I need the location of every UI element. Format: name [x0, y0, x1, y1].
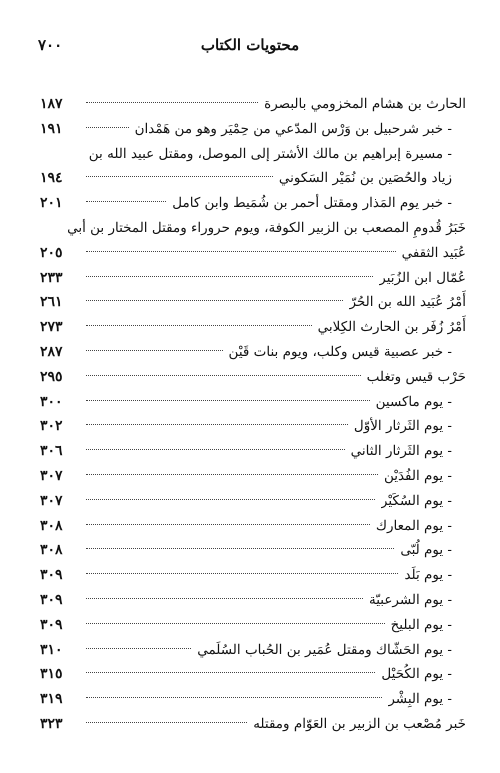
- toc-entry-title: زياد والحُصَين بن نُمَيْر السَكوني: [278, 170, 452, 187]
- dot-leader: [86, 375, 361, 376]
- toc-entry: [40, 414, 466, 439]
- toc-entry-page-number: ١٨٧: [40, 96, 63, 112]
- toc-entry: [40, 266, 466, 291]
- toc-entry: [40, 439, 466, 464]
- dot-leader: [86, 697, 382, 698]
- toc-entry-page-number: ٣٠٨: [40, 542, 63, 559]
- toc-entry: [40, 687, 466, 712]
- toc-entry-title: حَرْب قيس وتغلب: [366, 368, 466, 385]
- toc-entry: [40, 216, 466, 241]
- toc-entry-title: عُمّال ابن الزُبَير: [379, 269, 466, 286]
- toc-entry: [40, 613, 466, 638]
- toc-entry-page-number: ٣٠٩: [40, 591, 63, 608]
- toc-entry-page-number: ١٩٤: [40, 170, 63, 187]
- dot-leader: [86, 598, 363, 599]
- toc-entry-page-number: ٣٠٢: [40, 418, 63, 435]
- running-header-title: محتويات الكتاب: [200, 36, 300, 54]
- page-number: ٧٠٠: [38, 36, 63, 54]
- dot-leader: [86, 276, 373, 277]
- dot-leader: [86, 102, 258, 103]
- dot-leader: [86, 524, 370, 525]
- toc-entry: [40, 588, 466, 613]
- toc-entry-page-number: ٣٠٧: [40, 467, 63, 484]
- toc-entry: [40, 241, 466, 266]
- toc-entry-title: - يوم السُكَيْر: [380, 492, 452, 509]
- toc-entry-title: عُبَيد الثقفي: [401, 244, 466, 261]
- dot-leader: [86, 424, 348, 425]
- toc-entry-title: - يوم الثَرثار الأوّل: [353, 418, 452, 435]
- toc-entry-page-number: ٣٠٠: [40, 393, 63, 410]
- dot-leader: [86, 201, 166, 202]
- toc-entry-title: خَبر مُصْعب بن الزبير بن العَوّام ومقتله: [253, 715, 466, 732]
- toc-entry-page-number: ٣١٩: [40, 691, 63, 708]
- dot-leader: [86, 325, 312, 326]
- dot-leader: [86, 300, 343, 301]
- toc-entry-title: - يوم الشرعبيّة: [368, 591, 452, 608]
- toc-entry-title: - يوم الفُدَيْن: [383, 467, 452, 484]
- toc-entry-title: - خبر شرحبيل بن وَرْس المدّعي من حِمْيَر وهو من هَمْدان: [134, 120, 452, 137]
- toc-entry-page-number: ٣٠٦: [40, 443, 63, 460]
- toc-entry-title: - يوم الحَشّاك ومقتل عُمَير بن الحُباب السُلَمي: [197, 641, 452, 658]
- toc-entry: [40, 464, 466, 489]
- toc-entry-title: - يوم المعارك: [375, 517, 452, 534]
- toc-entry-page-number: ١٩١: [40, 120, 63, 137]
- dot-leader: [86, 474, 378, 475]
- toc-entry-title: - خبر يوم المَذار ومقتل أحمر بن شُمَيط وابن كامل: [172, 195, 452, 212]
- dot-leader: [86, 648, 191, 649]
- dot-leader: [86, 548, 394, 549]
- toc-entry-page-number: ٢٣٣: [40, 269, 63, 286]
- toc-entry: [40, 514, 466, 539]
- toc-entry: [40, 390, 466, 415]
- toc-entry: [40, 117, 466, 142]
- toc-entry: [40, 712, 466, 737]
- toc-entry-page-number: ٣٢٣: [40, 715, 63, 732]
- toc-entry: [40, 92, 466, 117]
- toc-entry-title: - مسيرة إبراهيم بن مالك الأشتر إلى الموصل، ومقتل عبيد الله بن: [88, 145, 452, 162]
- toc-entry: [40, 315, 466, 340]
- toc-entry-title: - يوم البليخ: [390, 616, 452, 633]
- toc-entry-page-number: ٢٧٣: [40, 319, 63, 336]
- toc-entry: [40, 340, 466, 365]
- dot-leader: [86, 350, 223, 351]
- toc-entry-page-number: ٣٠٩: [40, 567, 63, 584]
- toc-entry-page-number: ٢٨٧: [40, 343, 63, 360]
- toc-entry: [40, 365, 466, 390]
- toc-entry: [40, 166, 466, 191]
- dot-leader: [86, 499, 375, 500]
- toc-entry-page-number: ٣٠٧: [40, 492, 63, 509]
- toc-entry: [40, 489, 466, 514]
- toc-entry-title: - يوم ماكسين: [375, 393, 452, 410]
- toc-entry-page-number: ٢٠١: [40, 195, 63, 212]
- toc-entry-page-number: ٣٠٨: [40, 517, 63, 534]
- toc-entry-title: - يوم الكُحَيْل: [381, 666, 452, 683]
- toc-entry-title: أَمْرُ عُبَيد الله بن الحُرّ: [349, 294, 466, 311]
- table-of-contents: [40, 92, 466, 737]
- toc-entry: [40, 638, 466, 663]
- dot-leader: [86, 623, 385, 624]
- toc-entry-title: - يوم لُبّى: [400, 542, 452, 559]
- toc-entry: [40, 538, 466, 563]
- toc-entry-page-number: ٣١٥: [40, 666, 63, 683]
- toc-entry: [40, 191, 466, 216]
- dot-leader: [86, 449, 345, 450]
- dot-leader: [86, 400, 370, 401]
- toc-entry: [40, 662, 466, 687]
- toc-entry: [40, 142, 466, 167]
- toc-entry-page-number: ٣١٠: [40, 641, 63, 658]
- toc-entry: [40, 563, 466, 588]
- toc-entry: [40, 290, 466, 315]
- toc-entry-title: خَبَرُ قُدومِ المصعب بن الزبير الكوفة، ويوم حروراء ومقتل المختار بن أبي: [67, 219, 466, 236]
- toc-entry-page-number: ٢٩٥: [40, 368, 63, 385]
- dot-leader: [86, 127, 129, 128]
- toc-entry-page-number: ٢٠٥: [40, 244, 63, 261]
- dot-leader: [86, 722, 247, 723]
- toc-entry-title: - يوم بَلَد: [404, 567, 452, 584]
- dot-leader: [86, 176, 273, 177]
- dot-leader: [86, 573, 398, 574]
- dot-leader: [86, 672, 375, 673]
- toc-entry-page-number: ٢٦١: [40, 294, 63, 311]
- dot-leader: [86, 251, 396, 252]
- toc-entry-title: - يوم الثَرثار الثاني: [350, 443, 452, 460]
- toc-entry-title: - خبر عصبية قيس وكلب، ويوم بنات قَيْن: [228, 343, 452, 360]
- toc-entry-title: الحارث بن هشام المخزومي بالبصرة: [264, 96, 466, 112]
- toc-entry-page-number: ٣٠٩: [40, 616, 63, 633]
- toc-entry-title: أَمْرُ زُفَر بن الحارث الكِلابي: [317, 319, 466, 336]
- toc-entry-title: - يوم البِشْر: [388, 691, 452, 708]
